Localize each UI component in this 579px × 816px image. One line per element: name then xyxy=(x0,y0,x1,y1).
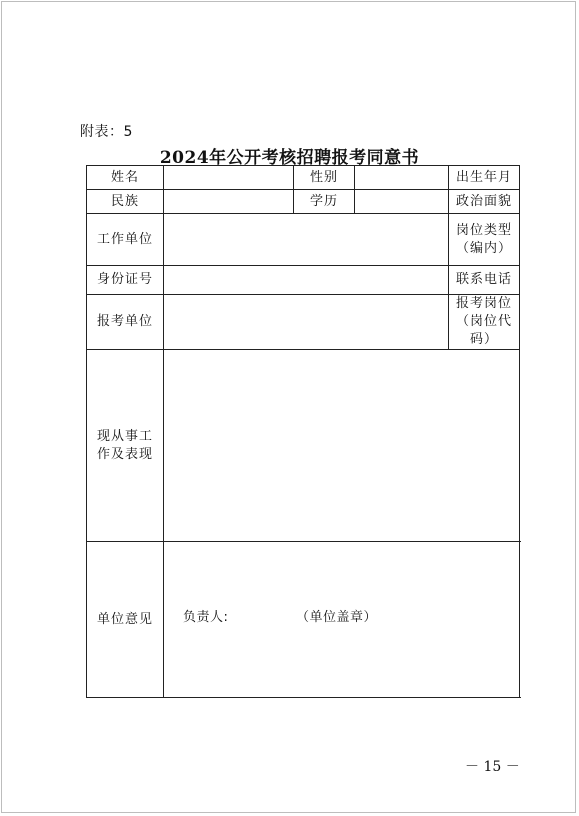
document-title: 2024年公开考核招聘报考同意书 xyxy=(159,148,420,168)
ethnicity-value-cell[interactable] xyxy=(164,190,294,214)
responsible-person-label: 负责人: xyxy=(183,610,229,625)
id-number-label: 身份证号 xyxy=(87,266,164,295)
post-type-label: 岗位类型（编内） xyxy=(449,214,520,266)
work-unit-label: 工作单位 xyxy=(87,214,164,266)
birth-label: 出生年月 xyxy=(449,166,520,190)
name-label: 姓名 xyxy=(87,166,164,190)
attachment-label: 附表：5 xyxy=(80,124,133,140)
unit-opinion-label: 单位意见 xyxy=(87,542,164,698)
political-status-label: 政治面貌 xyxy=(449,190,520,214)
gender-value-cell[interactable] xyxy=(355,166,449,190)
unit-stamp-label: （单位盖章） xyxy=(296,610,378,625)
apply-post-label: 报考岗位（岗位代码） xyxy=(449,295,520,350)
work-unit-value-cell[interactable] xyxy=(164,214,449,266)
education-label: 学历 xyxy=(294,190,355,214)
apply-unit-value-cell[interactable] xyxy=(164,295,449,350)
page-number: － 15 － xyxy=(465,759,520,775)
gender-label: 性别 xyxy=(294,166,355,190)
current-work-label: 现从事工作及表现 xyxy=(87,350,164,542)
current-work-value-cell[interactable] xyxy=(164,350,520,542)
signature-line xyxy=(183,606,378,625)
name-value-cell[interactable] xyxy=(164,166,294,190)
id-number-value-cell[interactable] xyxy=(164,266,449,295)
phone-label: 联系电话 xyxy=(449,266,520,295)
apply-unit-label: 报考单位 xyxy=(87,295,164,350)
education-value-cell[interactable] xyxy=(355,190,449,214)
ethnicity-label: 民族 xyxy=(87,190,164,214)
